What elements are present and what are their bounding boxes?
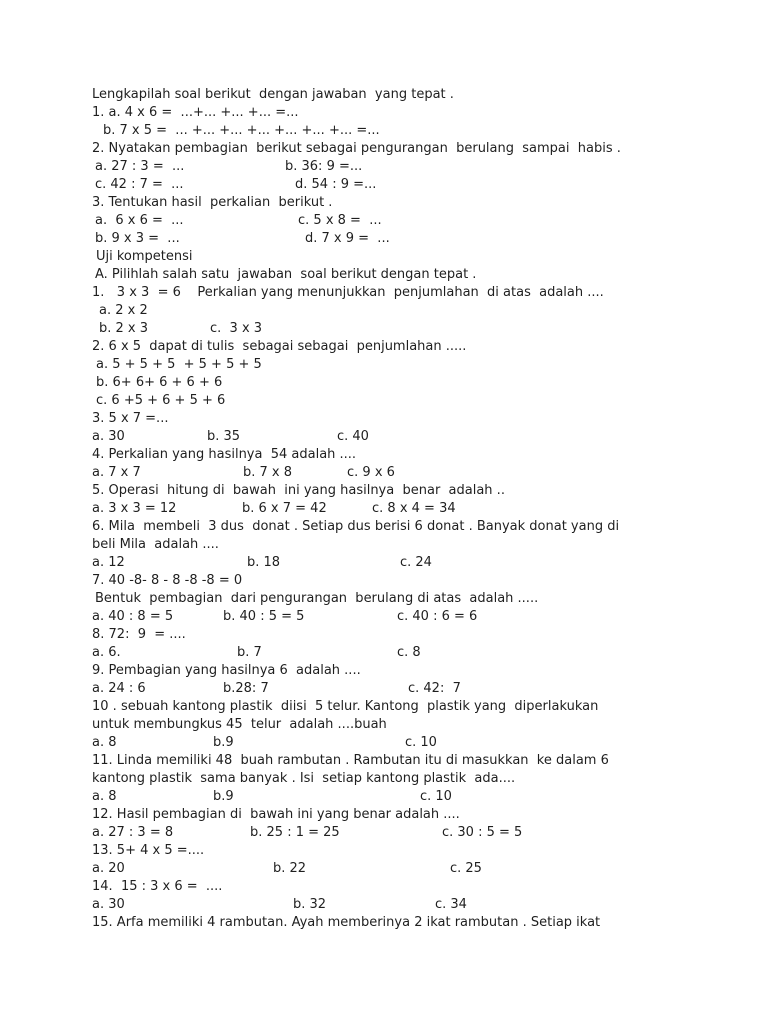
text-line <box>0 518 768 536</box>
text-segment: c. 6 +5 + 6 + 5 + 6 <box>96 393 226 408</box>
text-segment: d. 7 x 9 = ... <box>305 231 390 246</box>
text-segment: c. 10 <box>420 789 452 804</box>
text-line <box>0 212 768 230</box>
text-segment: a. 6 x 6 = ... <box>95 213 184 228</box>
text-segment: A. Pilihlah salah satu jawaban soal berikut dengan tepat . <box>95 267 477 282</box>
text-line <box>0 680 768 698</box>
text-segment: a. 12 <box>92 555 125 570</box>
text-segment: Bentuk pembagian dari pengurangan berulang di atas adalah ..... <box>95 591 539 606</box>
text-segment: a. 8 <box>92 789 117 804</box>
text-line <box>0 356 768 374</box>
text-segment: c. 10 <box>405 735 437 750</box>
text-segment: b. 7 x 8 <box>243 465 293 480</box>
text-segment: 3. 5 x 7 =... <box>92 411 169 426</box>
text-line <box>0 500 768 518</box>
text-segment: b. 40 : 5 = 5 <box>223 609 305 624</box>
text-segment: a. 30 <box>92 897 125 912</box>
text-line <box>0 338 768 356</box>
text-segment: a. 27 : 3 = 8 <box>92 825 174 840</box>
text-segment: 8. 72: 9 = .... <box>92 627 186 642</box>
text-line <box>0 410 768 428</box>
text-segment: Lengkapilah soal berikut dengan jawaban yang tepat . <box>92 87 454 102</box>
text-segment: c. 3 x 3 <box>210 321 263 336</box>
text-line <box>0 860 768 878</box>
text-line <box>0 896 768 914</box>
text-line <box>0 662 768 680</box>
text-line <box>0 644 768 662</box>
text-line <box>0 572 768 590</box>
text-line <box>0 878 768 896</box>
text-segment: a. 7 x 7 <box>92 465 141 480</box>
text-line <box>0 482 768 500</box>
text-segment: c. 40 <box>337 429 369 444</box>
text-segment: c. 42 : 7 = ... <box>95 177 184 192</box>
text-line <box>0 734 768 752</box>
text-line <box>0 554 768 572</box>
text-segment: a. 3 x 3 = 12 <box>92 501 177 516</box>
text-segment: 5. Operasi hitung di bawah ini yang hasilnya benar adalah .. <box>92 483 505 498</box>
text-segment: 2. 6 x 5 dapat di tulis sebagai sebagai penjumlahan ..... <box>92 339 467 354</box>
text-segment: a. 20 <box>92 861 125 876</box>
text-line <box>0 176 768 194</box>
text-segment: b. 22 <box>273 861 307 876</box>
text-segment: b. 6 x 7 = 42 <box>242 501 327 516</box>
text-segment: d. 54 : 9 =... <box>295 177 377 192</box>
text-segment: kantong plastik sama banyak . Isi setiap kantong plastik ada.... <box>92 771 516 786</box>
text-line <box>0 86 768 104</box>
text-segment: beli Mila adalah .... <box>92 537 219 552</box>
text-line <box>0 626 768 644</box>
text-segment: b. 36: 9 =... <box>285 159 363 174</box>
text-segment: b. 35 <box>207 429 241 444</box>
text-segment: b. 32 <box>293 897 327 912</box>
text-segment: Uji kompetensi <box>96 249 193 264</box>
text-line <box>0 824 768 842</box>
text-segment: b.9 <box>213 789 234 804</box>
text-segment: 7. 40 -8- 8 - 8 -8 -8 = 0 <box>92 573 243 588</box>
text-segment: b.28: 7 <box>223 681 269 696</box>
text-segment: a. 6. <box>92 645 121 660</box>
text-segment: 10 . sebuah kantong plastik diisi 5 telur. Kantong plastik yang diperlakukan <box>92 699 599 714</box>
text-line <box>0 194 768 212</box>
text-segment: b. 6+ 6+ 6 + 6 + 6 <box>96 375 223 390</box>
text-segment: b.9 <box>213 735 234 750</box>
text-segment: b. 2 x 3 <box>99 321 149 336</box>
text-line <box>0 464 768 482</box>
text-line <box>0 770 768 788</box>
text-line <box>0 842 768 860</box>
text-line <box>0 446 768 464</box>
text-segment: a. 40 : 8 = 5 <box>92 609 174 624</box>
text-segment: c. 40 : 6 = 6 <box>397 609 478 624</box>
text-segment: c. 30 : 5 = 5 <box>442 825 523 840</box>
text-segment: 4. Perkalian yang hasilnya 54 adalah .... <box>92 447 357 462</box>
text-segment: b. 18 <box>247 555 281 570</box>
text-segment: c. 5 x 8 = ... <box>298 213 382 228</box>
text-line <box>0 428 768 446</box>
text-segment: b. 7 x 5 = ... +... +... +... +... +... +... =... <box>103 123 380 138</box>
text-line <box>0 104 768 122</box>
text-line <box>0 266 768 284</box>
text-segment: 15. Arfa memiliki 4 rambutan. Ayah memberinya 2 ikat rambutan . Setiap ikat <box>92 915 601 930</box>
text-segment: 2. Nyatakan pembagian berikut sebagai pengurangan berulang sampai habis . <box>92 141 621 156</box>
text-segment: 14. 15 : 3 x 6 = .... <box>92 879 223 894</box>
text-line <box>0 788 768 806</box>
text-segment: 12. Hasil pembagian di bawah ini yang benar adalah .... <box>92 807 460 822</box>
text-line <box>0 248 768 266</box>
text-line <box>0 716 768 734</box>
text-line <box>0 374 768 392</box>
text-segment: 11. Linda memiliki 48 buah rambutan . Rambutan itu di masukkan ke dalam 6 <box>92 753 609 768</box>
text-segment: 9. Pembagian yang hasilnya 6 adalah .... <box>92 663 361 678</box>
text-segment: b. 7 <box>237 645 262 660</box>
text-segment: c. 24 <box>400 555 432 570</box>
text-line <box>0 608 768 626</box>
text-line <box>0 536 768 554</box>
text-line <box>0 752 768 770</box>
text-segment: a. 30 <box>92 429 125 444</box>
text-line <box>0 122 768 140</box>
text-line <box>0 320 768 338</box>
text-segment: 1. 3 x 3 = 6 Perkalian yang menunjukkan penjumlahan di atas adalah .... <box>92 285 604 300</box>
text-line <box>0 392 768 410</box>
text-line <box>0 140 768 158</box>
text-segment: 1. a. 4 x 6 = ...+... +... +... =... <box>92 105 299 120</box>
text-line <box>0 158 768 176</box>
text-segment: a. 8 <box>92 735 117 750</box>
text-segment: c. 25 <box>450 861 482 876</box>
text-segment: c. 34 <box>435 897 467 912</box>
text-line <box>0 698 768 716</box>
text-segment: a. 24 : 6 <box>92 681 146 696</box>
text-segment: untuk membungkus 45 telur adalah ....buah <box>92 717 387 732</box>
text-segment: c. 9 x 6 <box>347 465 395 480</box>
text-segment: b. 9 x 3 = ... <box>95 231 180 246</box>
text-segment: 3. Tentukan hasil perkalian berikut . <box>92 195 333 210</box>
text-line <box>0 914 768 932</box>
text-segment: b. 25 : 1 = 25 <box>250 825 340 840</box>
text-segment: 6. Mila membeli 3 dus donat . Setiap dus berisi 6 donat . Banyak donat yang di <box>92 519 620 534</box>
text-line <box>0 590 768 608</box>
text-segment: c. 8 x 4 = 34 <box>372 501 456 516</box>
text-segment: c. 42: 7 <box>408 681 461 696</box>
text-segment: c. 8 <box>397 645 421 660</box>
text-segment: 13. 5+ 4 x 5 =.... <box>92 843 205 858</box>
text-segment: a. 2 x 2 <box>99 303 148 318</box>
text-segment: a. 27 : 3 = ... <box>95 159 185 174</box>
text-line <box>0 302 768 320</box>
text-line <box>0 284 768 302</box>
text-segment: a. 5 + 5 + 5 + 5 + 5 + 5 <box>96 357 262 372</box>
text-line <box>0 806 768 824</box>
text-line <box>0 230 768 248</box>
